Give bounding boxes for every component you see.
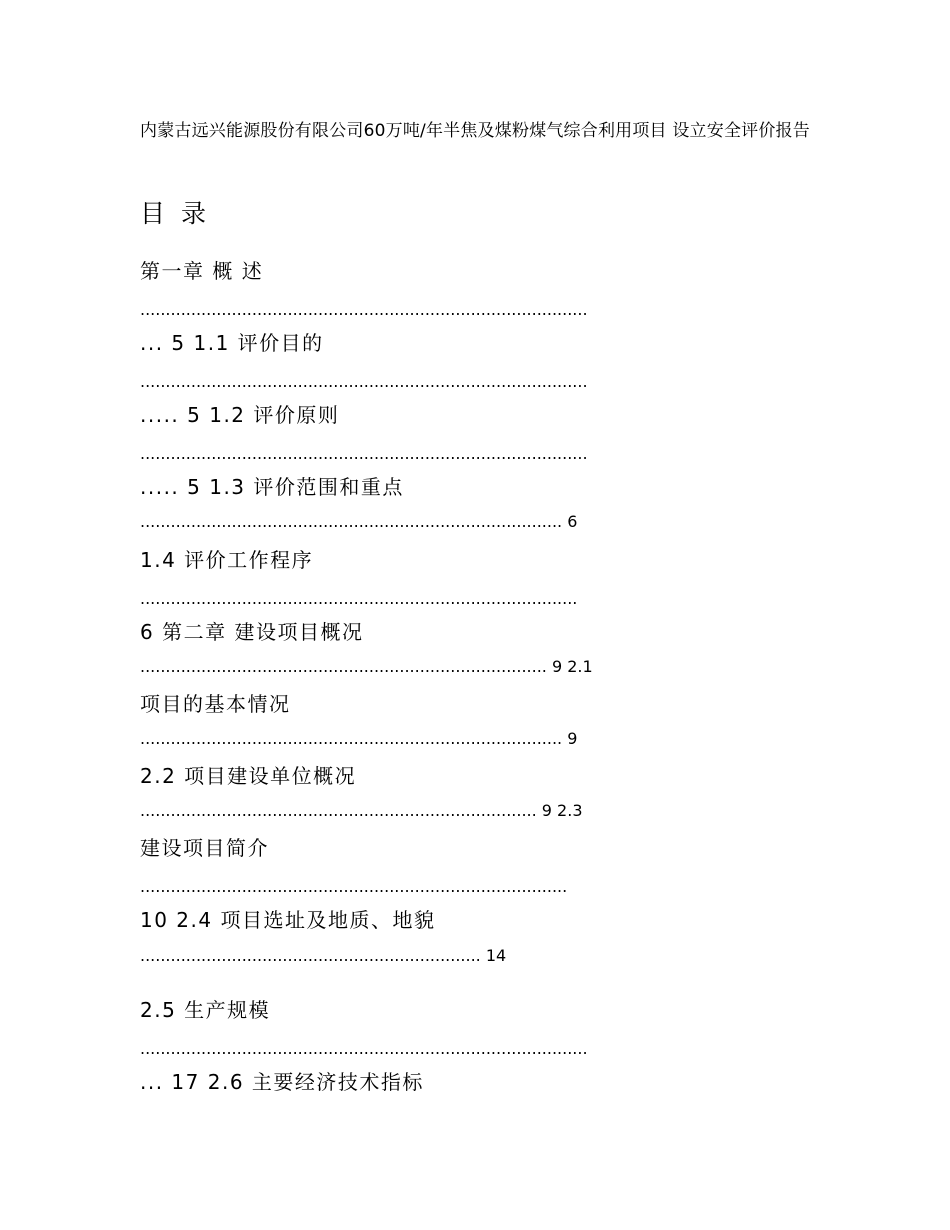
toc-dot-leader: ................................................................................ 9 2.1 bbox=[140, 657, 593, 676]
toc-dot-leader: ................................................................................... 6 bbox=[140, 512, 578, 531]
toc-line-2-2: 2.2 项目建设单位概况 bbox=[140, 764, 357, 788]
toc-dot-leader: ........................................................................................ bbox=[140, 1039, 588, 1058]
toc-line-chapter-1: 第一章 概 述 bbox=[140, 259, 264, 283]
toc-line-1-4: 1.4 评价工作程序 bbox=[140, 548, 314, 572]
toc-line-2-4: 10 2.4 项目选址及地质、地貌 bbox=[140, 908, 436, 932]
toc-line-1-2: ..... 5 1.2 评价原则 bbox=[140, 403, 340, 427]
document-header: 内蒙古远兴能源股份有限公司60万吨/年半焦及煤粉煤气综合利用项目 设立安全评价报告 bbox=[140, 121, 810, 141]
toc-line-1-1: ... 5 1.1 评价目的 bbox=[140, 331, 324, 355]
toc-dot-leader: .............................................................................. 9 2.3 bbox=[140, 801, 583, 820]
toc-title: 目 录 bbox=[140, 199, 210, 228]
toc-line-2-5: 2.5 生产规模 bbox=[140, 998, 271, 1022]
toc-dot-leader: ........................................................................................ bbox=[140, 300, 588, 319]
toc-dot-leader: ................................................................... 14 bbox=[140, 946, 507, 965]
toc-dot-leader: ........................................................................................ bbox=[140, 444, 588, 463]
toc-line-chapter-2: 6 第二章 建设项目概况 bbox=[140, 620, 364, 644]
toc-line-2-1: 项目的基本情况 bbox=[140, 692, 291, 716]
toc-dot-leader: ...................................................................................... bbox=[140, 589, 578, 608]
toc-line-2-6: ... 17 2.6 主要经济技术指标 bbox=[140, 1070, 424, 1094]
toc-line-1-3: ..... 5 1.3 评价范围和重点 bbox=[140, 475, 404, 499]
toc-line-2-3: 建设项目简介 bbox=[140, 836, 269, 860]
toc-dot-leader: ........................................................................................ bbox=[140, 372, 588, 391]
toc-dot-leader: .................................................................................... bbox=[140, 877, 568, 896]
toc-dot-leader: ................................................................................... 9 bbox=[140, 729, 578, 748]
